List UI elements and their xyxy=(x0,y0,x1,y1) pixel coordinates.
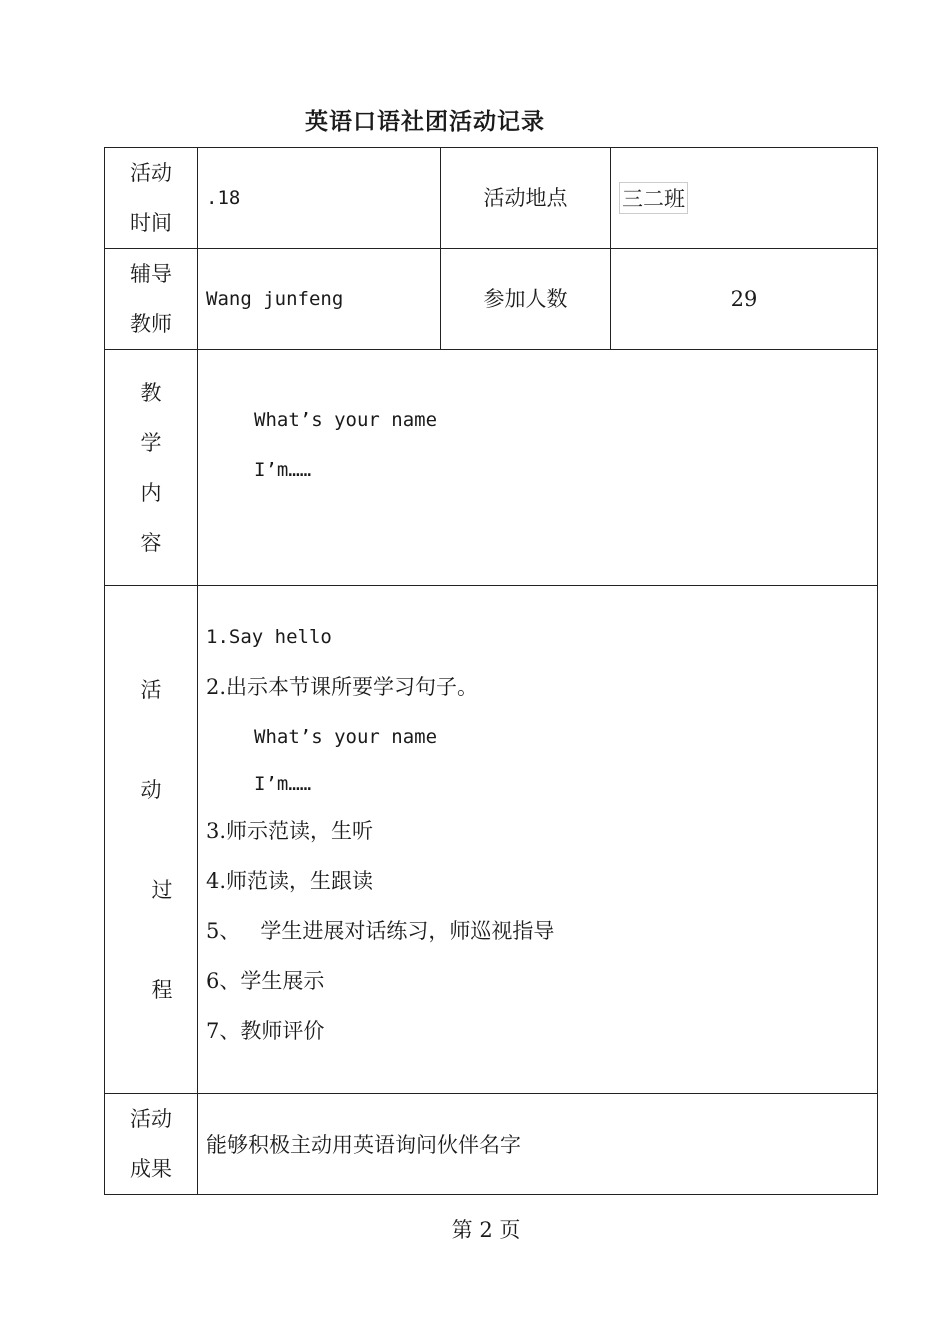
row-result xyxy=(105,1094,878,1195)
row-process xyxy=(105,586,878,1094)
teacher-label-line1: 辅导 xyxy=(130,262,172,286)
teacher-label xyxy=(105,249,198,350)
page-number: 第 2 页 xyxy=(451,1218,521,1242)
result-value: 能够积极主动用英语询问伙伴名字 xyxy=(198,1094,878,1195)
time-value: .18 xyxy=(198,148,441,249)
row-teacher-count xyxy=(105,249,878,350)
content-label xyxy=(105,350,198,586)
content-body xyxy=(198,350,878,586)
process-step: 4.师范读，生跟读 xyxy=(206,869,374,893)
count-label: 参加人数 xyxy=(441,249,611,350)
process-step: 5、 学生进展对话练习，师巡视指导 xyxy=(206,919,555,943)
process-label-char4: 程 xyxy=(151,977,173,1002)
process-step: I’m…… xyxy=(254,773,312,795)
teacher-label-line2: 教师 xyxy=(130,312,172,336)
result-label xyxy=(105,1094,198,1195)
activity-record-table xyxy=(104,147,878,1195)
content-label-char1: 教 xyxy=(140,380,162,405)
content-label-char2: 学 xyxy=(140,430,162,455)
process-step: 3.师示范读，生听 xyxy=(206,819,374,843)
process-step: 7、教师评价 xyxy=(206,1019,325,1043)
process-label xyxy=(105,586,198,1094)
time-label xyxy=(105,148,198,249)
time-label-line1: 活动 xyxy=(130,161,172,185)
content-label-char3: 内 xyxy=(140,480,162,505)
process-step: What’s your name xyxy=(254,726,438,748)
result-label-line2: 成果 xyxy=(130,1157,172,1181)
time-label-line2: 时间 xyxy=(130,211,172,235)
process-step: 2.出示本节课所要学习句子。 xyxy=(206,675,479,699)
result-label-line1: 活动 xyxy=(130,1107,172,1131)
process-step: 6、学生展示 xyxy=(206,969,325,993)
teacher-value: Wang junfeng xyxy=(198,249,441,350)
content-line: What’s your name xyxy=(254,409,438,431)
process-label-char1: 活 xyxy=(140,677,162,702)
row-content xyxy=(105,350,878,586)
count-value: 29 xyxy=(611,249,878,350)
process-label-char2: 动 xyxy=(140,777,162,802)
document-title: 英语口语社团活动记录 xyxy=(305,108,545,135)
row-time-place xyxy=(105,148,878,249)
content-label-char4: 容 xyxy=(140,530,162,555)
place-value: 三二班 xyxy=(619,182,688,214)
place-label: 活动地点 xyxy=(441,148,611,249)
process-label-char3: 过 xyxy=(151,877,173,902)
content-line: I’m…… xyxy=(254,459,312,481)
process-step: 1.Say hello xyxy=(206,626,332,648)
process-body xyxy=(198,586,878,1094)
place-value-cell xyxy=(611,148,878,249)
